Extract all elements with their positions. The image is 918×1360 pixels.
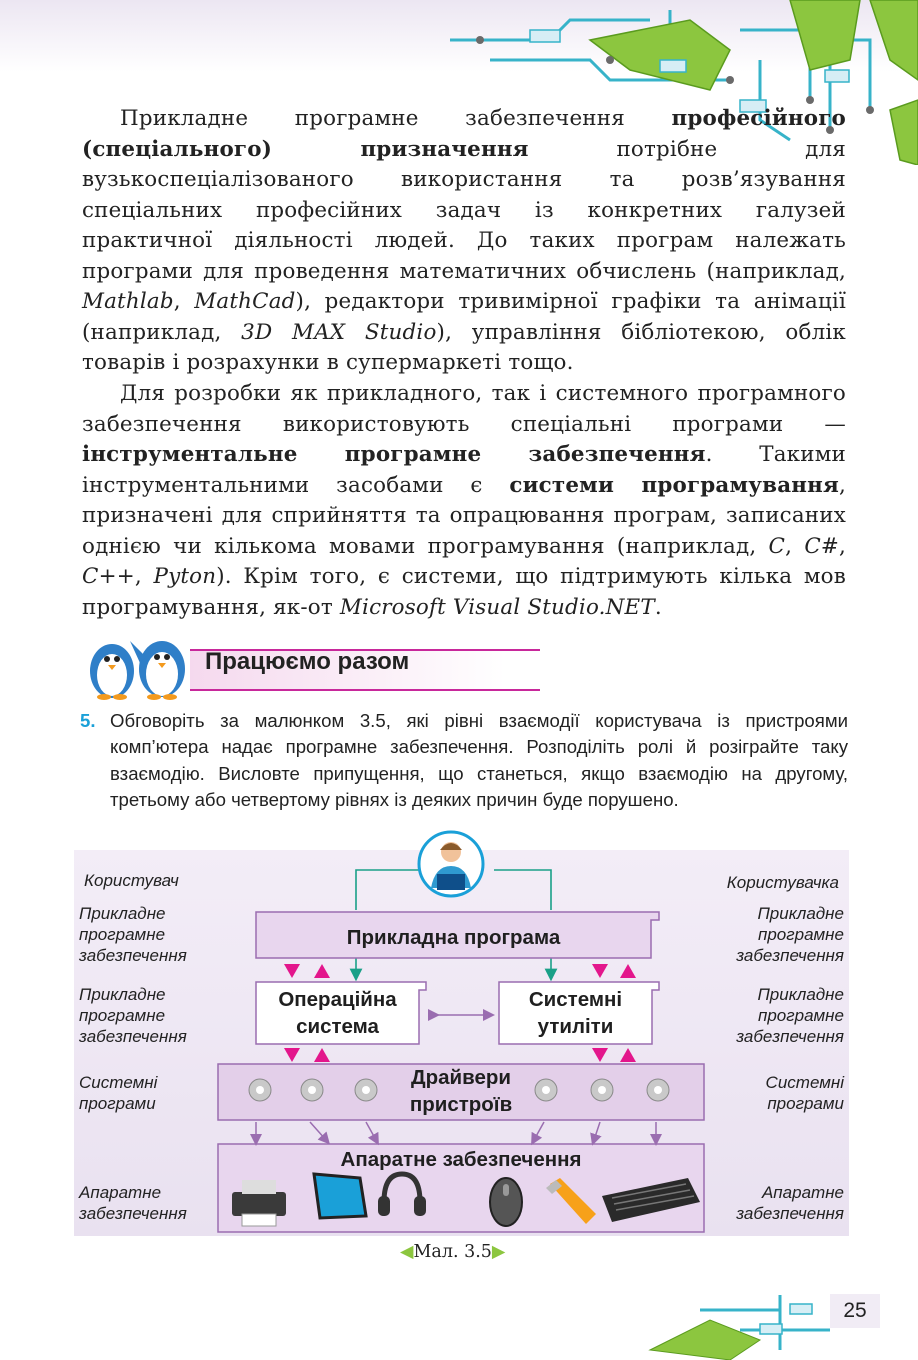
task-number: 5. xyxy=(80,710,96,731)
text-run: Для розробки як прикладного, так і системного програмного забезпечення використовують спеціальні програми — xyxy=(82,381,846,437)
label-user-left: Користувач xyxy=(84,871,179,890)
text-run: , xyxy=(134,564,154,589)
text-run: , призначені для сприйняття та опрацювання програм, записаних однією чи кількома мовами програмування (наприклад, xyxy=(82,472,846,559)
printer-icon xyxy=(228,1176,290,1228)
text-run: . Такими інструментальними засобами є xyxy=(82,442,846,498)
box-line: пристроїв xyxy=(409,1093,513,1116)
page-number: 25 xyxy=(830,1294,880,1328)
label-line: забезпечення xyxy=(79,946,187,965)
text-run: . xyxy=(654,594,662,620)
label-line: Прикладне xyxy=(757,904,844,923)
task-text: Обговоріть за малюнком 3.5, які рівні взаємодії користувача із пристроями комп’ютера надає програмне забезпечення. Розподіліть ролі й розіграйте таку взаємодію. Висловте припущення, що станеться, якщо взаємодію на другому, третьому або четвертому рівнях із деяких причин буде порушено. xyxy=(110,710,848,811)
term-programming-systems: системи програмування xyxy=(509,472,839,498)
label-line: Прикладне xyxy=(79,985,166,1004)
box-device-drivers xyxy=(386,1064,536,1118)
label-app-left-1 xyxy=(79,903,187,966)
box-operating-system xyxy=(256,986,419,1040)
term-instrumental: інструментальне програмне забезпечення xyxy=(82,442,706,467)
label-line: програми xyxy=(767,1094,844,1113)
label-app-left-2 xyxy=(79,984,187,1047)
paragraph-professional-software xyxy=(82,104,846,379)
caption-left-mark: ◀ xyxy=(400,1242,414,1262)
box-line: утиліти xyxy=(537,1015,614,1038)
label-line: Прикладне xyxy=(757,985,844,1004)
label-line: Системні xyxy=(79,1073,158,1092)
box-line: Системні xyxy=(528,988,623,1011)
user-icon xyxy=(417,830,485,898)
text-run: , xyxy=(173,289,195,314)
section-banner xyxy=(80,633,560,701)
label-hw-right xyxy=(736,1182,844,1224)
caption-right-mark: ▶ xyxy=(491,1242,506,1262)
product-name: MathCad xyxy=(194,289,296,314)
monitor-icon xyxy=(310,1170,370,1226)
box-line: Драйвери xyxy=(411,1066,511,1089)
label-line: забезпечення xyxy=(736,1027,844,1046)
headphones-icon xyxy=(376,1168,428,1228)
product-name: Mathlab xyxy=(82,289,174,314)
label-line: програмне xyxy=(757,925,844,944)
label-line: забезпечення xyxy=(79,1204,187,1223)
box-system-utilities xyxy=(499,986,652,1040)
language-name: C# xyxy=(804,533,840,559)
text-run: ), управління бібліотекою, облік товарів і розрахунки в супермаркеті тощо. xyxy=(82,319,846,375)
box-line: Операційна xyxy=(278,988,397,1011)
label-line: програмне xyxy=(79,925,166,944)
product-name: Microsoft Visual Studio.NET xyxy=(339,594,655,620)
usb-flash-icon xyxy=(542,1174,602,1230)
section-title: Працюємо разом xyxy=(205,648,410,675)
label-app-right-2 xyxy=(736,984,844,1047)
language-name: Pyton xyxy=(153,564,217,589)
text-run: Прикладне програмне забезпечення xyxy=(120,106,672,131)
text-run: потрібне для вузькоспеціалізованого використання та розв’язування спеціальних професійних задач із конкретних галузей практичної діяльності людей. До таких програм належать програми для проведення математичних обчислень (наприклад, xyxy=(82,136,846,284)
label-line: Системні xyxy=(765,1073,844,1092)
label-line: програмне xyxy=(79,1006,166,1025)
keyboard-icon xyxy=(598,1174,704,1224)
circuit-decoration-bottom xyxy=(640,1290,840,1360)
label-line: програмне xyxy=(757,1006,844,1025)
product-name: 3D MAX Studio xyxy=(241,319,437,345)
text-run: , xyxy=(785,533,805,559)
term-professional: професійного (спеціального) призначення xyxy=(82,106,846,162)
figure-3-5 xyxy=(74,850,849,1236)
diagram-graphics xyxy=(74,850,849,1236)
language-name: C++ xyxy=(82,564,135,589)
penguins-icon xyxy=(80,633,200,701)
box-line: система xyxy=(296,1015,379,1038)
label-sys-left xyxy=(79,1072,157,1114)
text-run: , xyxy=(839,533,847,559)
label-app-right-1 xyxy=(736,903,844,966)
caption-text: Мал. 3.5 xyxy=(413,1242,492,1262)
label-line: Апаратне xyxy=(761,1183,844,1202)
label-user-right: Користувачка xyxy=(726,873,839,892)
box-application-program: Прикладна програма xyxy=(346,926,561,949)
task-5 xyxy=(82,708,848,814)
label-line: Прикладне xyxy=(79,904,166,923)
label-line: забезпечення xyxy=(79,1027,187,1046)
language-name: C xyxy=(768,533,786,559)
box-hardware: Апаратне забезпечення xyxy=(340,1148,582,1171)
label-sys-right xyxy=(766,1072,844,1114)
paragraph-instrumental-software xyxy=(82,379,846,623)
label-line: Апаратне xyxy=(79,1183,162,1202)
label-line: забезпечення xyxy=(736,946,844,965)
figure-caption xyxy=(400,1242,505,1262)
text-run: ), редактори тривимірної графіки та анімації (наприклад, xyxy=(82,289,846,345)
text-run: ). Крім того, є системи, що підтримують кілька мов програмування, як-от xyxy=(82,564,846,620)
label-hw-left xyxy=(79,1182,187,1224)
label-line: програми xyxy=(79,1094,156,1113)
label-line: забезпечення xyxy=(736,1204,844,1223)
mouse-icon xyxy=(486,1176,526,1228)
